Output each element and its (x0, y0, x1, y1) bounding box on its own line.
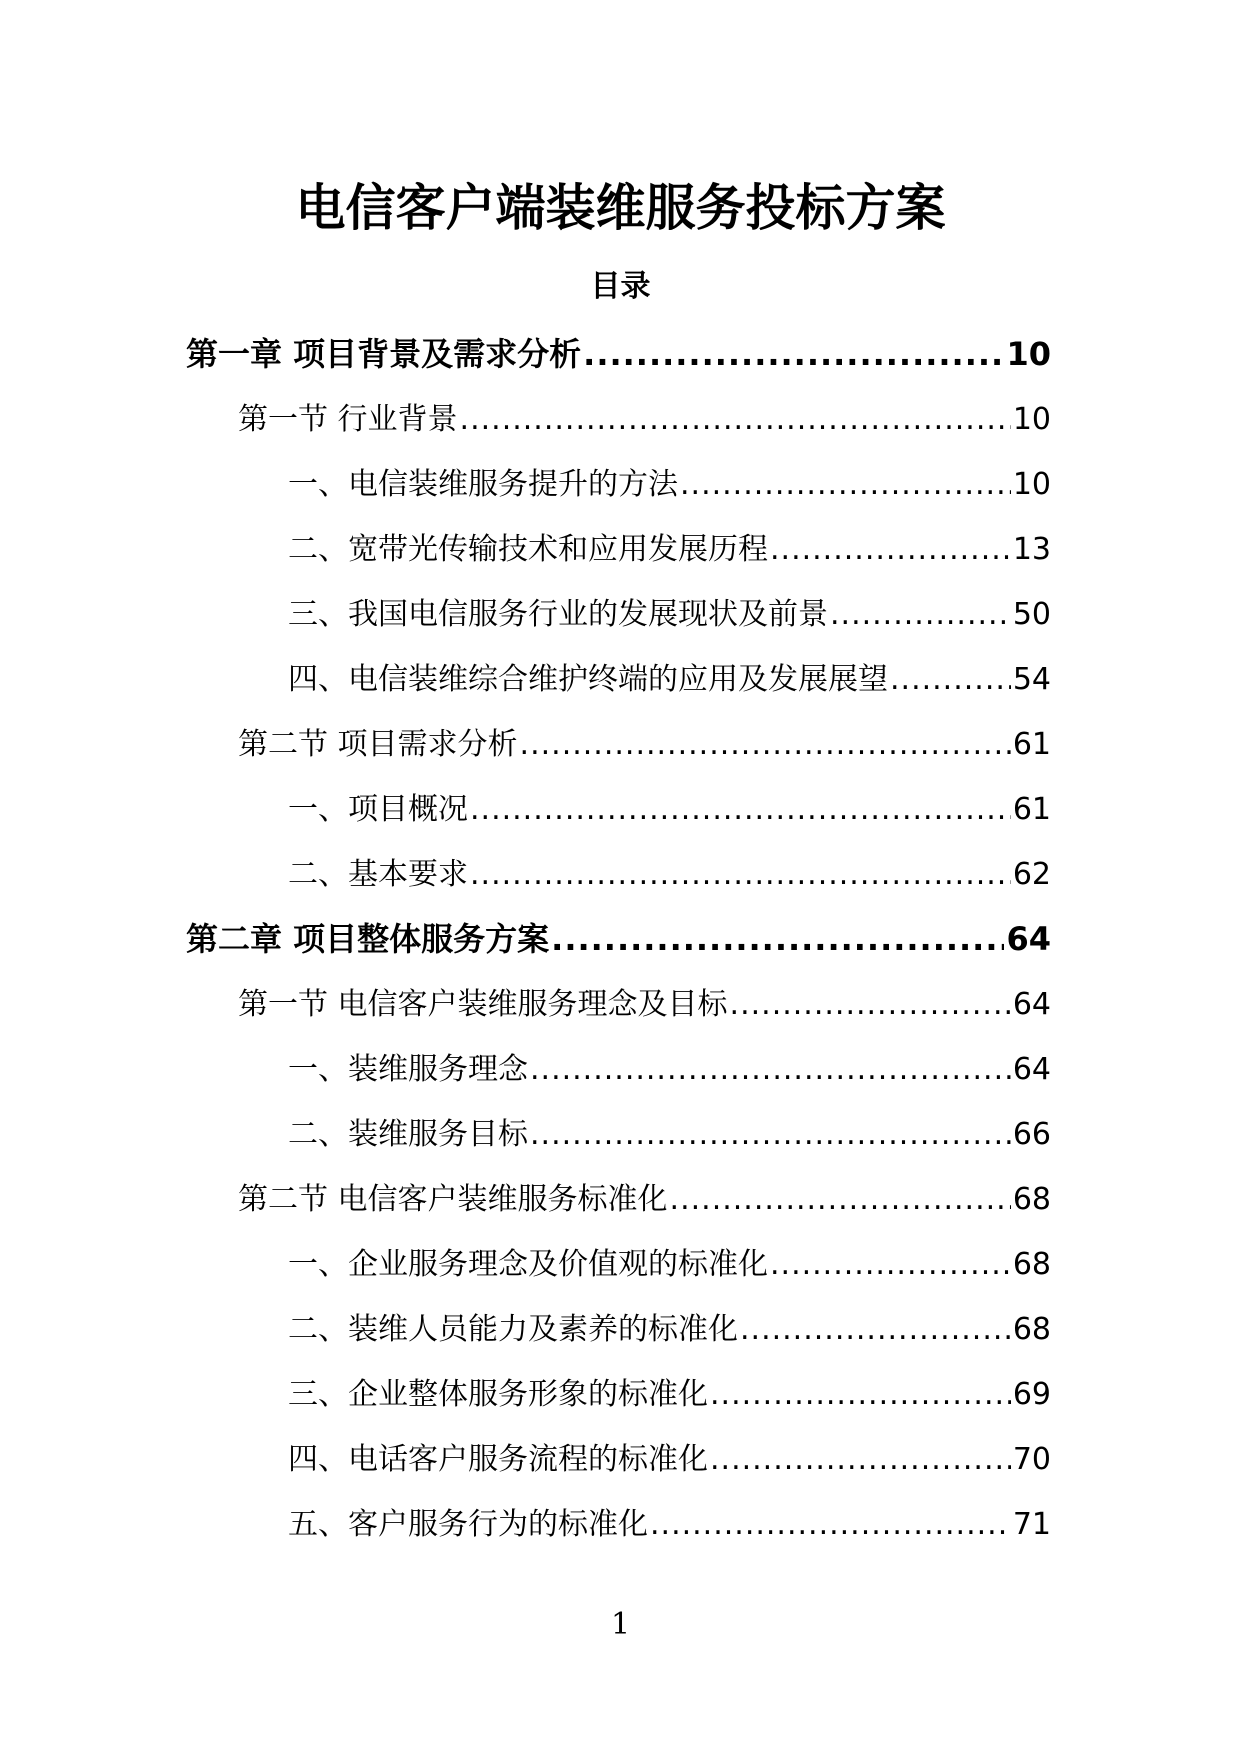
toc-leader (770, 517, 1011, 582)
toc-leader (470, 842, 1011, 907)
document-title: 电信客户端装维服务投标方案 (295, 179, 946, 237)
toc-page-number: 13 (1012, 532, 1051, 567)
toc-leader (710, 1362, 1011, 1427)
toc-page-number: 64 (1012, 1052, 1051, 1087)
toc-entry-text: 二、装维人员能力及素养的标准化 (288, 1312, 738, 1347)
toc-entry-text: 五、客户服务行为的标准化 (288, 1507, 648, 1542)
toc-page-number: 71 (1012, 1507, 1051, 1542)
toc-entry-subsection[interactable] (186, 1492, 1051, 1557)
toc-entry-chapter[interactable] (186, 322, 1051, 387)
toc-entry-text: 一、企业服务理念及价值观的标准化 (288, 1247, 768, 1282)
toc-leader (740, 1297, 1011, 1362)
toc-leader (890, 647, 1011, 712)
toc-entry-text: 第一节 电信客户装维服务理念及目标 (238, 987, 728, 1022)
toc-leader (710, 1427, 1011, 1492)
toc-entry-subsection[interactable] (186, 1037, 1051, 1102)
toc-entry-subsection[interactable] (186, 1102, 1051, 1167)
toc-leader (770, 1232, 1011, 1297)
toc-page-number: 66 (1012, 1117, 1051, 1152)
toc-leader (530, 1037, 1011, 1102)
toc-page-number: 64 (1012, 987, 1051, 1022)
toc-page-number: 61 (1012, 727, 1051, 762)
toc-entry-section[interactable] (186, 712, 1051, 777)
toc-entry-text: 第二节 电信客户装维服务标准化 (238, 1182, 668, 1217)
toc-entry-subsection[interactable] (186, 1232, 1051, 1297)
table-of-contents (186, 322, 1051, 1557)
toc-entry-subsection[interactable] (186, 777, 1051, 842)
toc-page-number: 10 (1006, 335, 1051, 373)
toc-entry-text: 一、电信装维服务提升的方法 (288, 467, 678, 502)
toc-entry-section[interactable] (186, 387, 1051, 452)
toc-leader (583, 322, 1004, 387)
toc-page-number: 54 (1012, 662, 1051, 697)
toc-entry-subsection[interactable] (186, 1362, 1051, 1427)
toc-leader (830, 582, 1011, 647)
toc-entry-text: 第二节 项目需求分析 (238, 727, 518, 762)
toc-entry-text: 四、电话客户服务流程的标准化 (288, 1442, 708, 1477)
toc-entry-text: 一、项目概况 (288, 792, 468, 827)
toc-leader (670, 1167, 1011, 1232)
toc-page-number: 68 (1012, 1182, 1051, 1217)
toc-leader (730, 972, 1011, 1037)
toc-entry-text: 三、企业整体服务形象的标准化 (288, 1377, 708, 1412)
toc-leader (650, 1492, 1011, 1557)
toc-page-number: 10 (1012, 467, 1051, 502)
toc-entry-text: 一、装维服务理念 (288, 1052, 528, 1087)
toc-entry-text: 三、我国电信服务行业的发展现状及前景 (288, 597, 828, 632)
toc-leader (460, 387, 1011, 452)
toc-page-number: 10 (1012, 402, 1051, 437)
toc-entry-subsection[interactable] (186, 582, 1051, 647)
toc-entry-subsection[interactable] (186, 1427, 1051, 1492)
toc-entry-subsection[interactable] (186, 1297, 1051, 1362)
toc-page-number: 64 (1006, 920, 1051, 958)
toc-page-number: 68 (1012, 1247, 1051, 1282)
toc-page-number: 69 (1012, 1377, 1051, 1412)
toc-page-number: 50 (1012, 597, 1051, 632)
toc-entry-text: 二、装维服务目标 (288, 1117, 528, 1152)
page-number: 1 (610, 1607, 631, 1642)
toc-leader (530, 1102, 1011, 1167)
toc-entry-text: 四、电信装维综合维护终端的应用及发展展望 (288, 662, 888, 697)
toc-entry-text: 第一节 行业背景 (238, 402, 458, 437)
toc-entry-text: 二、基本要求 (288, 857, 468, 892)
toc-entry-text: 第二章 项目整体服务方案 (186, 920, 550, 958)
toc-page-number: 68 (1012, 1312, 1051, 1347)
toc-entry-subsection[interactable] (186, 842, 1051, 907)
toc-leader (470, 777, 1011, 842)
toc-entry-subsection[interactable] (186, 647, 1051, 712)
toc-leader (520, 712, 1011, 777)
toc-entry-subsection[interactable] (186, 517, 1051, 582)
toc-page-number: 62 (1012, 857, 1051, 892)
toc-entry-section[interactable] (186, 972, 1051, 1037)
toc-entry-subsection[interactable] (186, 452, 1051, 517)
toc-page-number: 61 (1012, 792, 1051, 827)
toc-leader (680, 452, 1011, 517)
toc-leader (551, 907, 1004, 972)
toc-heading: 目录 (590, 269, 651, 304)
toc-entry-chapter[interactable] (186, 907, 1051, 972)
toc-entry-text: 第一章 项目背景及需求分析 (186, 335, 582, 373)
toc-entry-section[interactable] (186, 1167, 1051, 1232)
toc-entry-text: 二、宽带光传输技术和应用发展历程 (288, 532, 768, 567)
toc-page-number: 70 (1012, 1442, 1051, 1477)
